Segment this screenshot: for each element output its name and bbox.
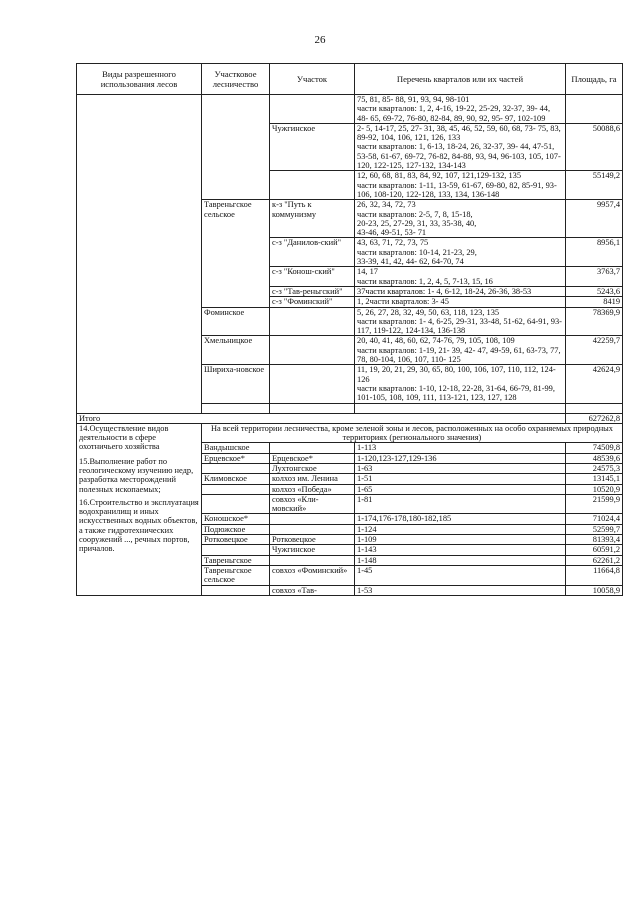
kvartaly-cell: 26, 32, 34, 72, 73 части кварталов: 2-5, 7, 8, 15-18, 20-23, 25, 27-29, 31, 33, 35-38, 40, 43-46, 49-51, 53- 71 <box>355 200 566 238</box>
header-area: Площадь, га <box>566 64 623 95</box>
uchastok-cell: Ротковецкое <box>270 535 355 545</box>
area-cell: 74509,8 <box>566 443 623 453</box>
uchastok-cell <box>270 403 355 413</box>
table-row <box>77 423 623 443</box>
kvartaly-cell: 1-113 <box>355 443 566 453</box>
area-cell: 81393,4 <box>566 535 623 545</box>
table-row <box>77 95 623 124</box>
area-cell: 60591,2 <box>566 545 623 555</box>
header-uchastok: Участок <box>270 64 355 95</box>
area-cell: 9957,4 <box>566 200 623 238</box>
area-cell: 8419 <box>566 297 623 307</box>
kvartaly-cell: 75, 81, 85- 88, 91, 93, 94, 98-101 части кварталов: 1, 2, 4-16, 19-22, 25-29, 32-37, 39- 44, 48- 65, 69-72, 76-80, 82-84, 89, 90, 92, 95- 97, 102-109 <box>355 95 566 124</box>
uchastok-cell <box>270 171 355 200</box>
kvartaly-cell: 1-143 <box>355 545 566 555</box>
lesnichestvo-cell: Хмельницкое <box>202 336 270 365</box>
uchastok-cell <box>270 95 355 124</box>
forest-use-table <box>76 63 623 596</box>
area-cell: 24575,3 <box>566 463 623 473</box>
uchastok-cell: совхоз «Кли-мовский» <box>270 494 355 514</box>
area-cell: 50088,6 <box>566 123 623 170</box>
kvartaly-cell: 1-148 <box>355 555 566 565</box>
kvartaly-cell: 1-81 <box>355 494 566 514</box>
kvartaly-cell: 43, 63, 71, 72, 73, 75 части кварталов: 10-14, 21-23, 29, 33-39, 41, 42, 44- 62, 64-70, 74 <box>355 238 566 267</box>
uchastok-cell: Чужгинское <box>270 123 355 170</box>
header-kvartaly: Перечень кварталов или их частей <box>355 64 566 95</box>
kvartaly-cell: 1-63 <box>355 463 566 473</box>
uchastok-cell: Ерцевское* <box>270 453 355 463</box>
vid-cell-continued <box>77 95 202 414</box>
area-cell: 48539,6 <box>566 453 623 463</box>
kvartaly-cell: 20, 40, 41, 48, 60, 62, 74-76, 79, 105, 108, 109 части кварталов: 1-19, 21- 39, 42- 47, 49-59, 61, 63-73, 77, 78, 80-104, 106, 107, 110- 125 <box>355 336 566 365</box>
total-area: 627262,8 <box>566 413 623 423</box>
total-row <box>77 413 623 423</box>
area-cell: 13145,1 <box>566 474 623 484</box>
kvartaly-cell: 12, 60, 68, 81, 83, 84, 92, 107, 121,129-132, 135 части кварталов: 1-11, 13-59, 61-67, 69-80, 82, 85-91, 93-106, 108-120, 122-128, 133, 134, 136-148 <box>355 171 566 200</box>
lesnichestvo-cell-continued <box>202 95 270 200</box>
uchastok-cell <box>270 524 355 534</box>
lesnichestvo-cell <box>202 585 270 595</box>
kvartaly-cell <box>355 403 566 413</box>
area-cell: 5243,6 <box>566 286 623 296</box>
area-cell: 78369,9 <box>566 307 623 336</box>
lesnichestvo-cell: Тавреньгское <box>202 555 270 565</box>
lesnichestvo-cell: Коношское* <box>202 514 270 524</box>
kvartaly-cell: 2- 5, 14-17, 25, 27- 31, 38, 45, 46, 52, 59, 60, 68, 73- 75, 83, 89-92, 104, 106, 121, 126, 133 части кварталов: 1, 6-13, 18-24, 26, 32-37, 39- 44, 47-51, 53-58, 61-67, 69-72, 76-82, 84-88, 93, 94, 96-103, 105, 107-120, 122-125, 127-132, 134-143 <box>355 123 566 170</box>
kvartaly-cell: 1, 2части кварталов: 3- 45 <box>355 297 566 307</box>
area-cell: 62261,2 <box>566 555 623 565</box>
vid-cell <box>77 423 202 595</box>
area-cell: 11664,8 <box>566 565 623 585</box>
lesnichestvo-cell: Фоминское <box>202 307 270 336</box>
area-cell: 42259,7 <box>566 336 623 365</box>
lesnichestvo-cell: Климовское <box>202 474 270 484</box>
uchastok-cell: колхоз им. Ленина <box>270 474 355 484</box>
lesnichestvo-cell: Подюжское <box>202 524 270 534</box>
area-cell: 52599,7 <box>566 524 623 534</box>
area-cell: 10058,9 <box>566 585 623 595</box>
span-text-cell: На всей территории лесничества, кроме зеленой зоны и лесов, расположенных на особо охраняемых природных территориях (регионального значения) <box>202 423 623 443</box>
total-label: Итого <box>77 413 566 423</box>
vid-14-text: 14.Осуществление видов деятельности в сфере охотничьего хозяйства <box>79 423 169 452</box>
kvartaly-cell: 37части кварталов: 1- 4, 6-12, 18-24, 26-36, 38-53 <box>355 286 566 296</box>
uchastok-cell <box>270 336 355 365</box>
uchastok-cell: колхоз «Победа» <box>270 484 355 494</box>
area-cell: 3763,7 <box>566 267 623 287</box>
area-cell: 21599,9 <box>566 494 623 514</box>
vid-16-text: 16.Строительство и эксплуатация водохранилищ и иных искусственных водных объектов, а также гидротехнических сооружений ..., речных портов, причалов. <box>79 497 199 554</box>
area-cell <box>566 95 623 124</box>
page-number: 26 <box>314 34 326 46</box>
lesnichestvo-cell <box>202 403 270 413</box>
kvartaly-cell: 1-109 <box>355 535 566 545</box>
area-cell: 55149,2 <box>566 171 623 200</box>
area-cell: 71024,4 <box>566 514 623 524</box>
uchastok-cell: Лухтонгское <box>270 463 355 473</box>
area-cell <box>566 403 623 413</box>
uchastok-cell <box>270 514 355 524</box>
kvartaly-cell: 5, 26, 27, 28, 32, 49, 50, 63, 118, 123, 135 части кварталов: 1- 4, 6-25, 29-31, 33-48, 51-62, 64-91, 93-117, 119-122, 124-134, 136-138 <box>355 307 566 336</box>
area-cell: 8956,1 <box>566 238 623 267</box>
kvartaly-cell: 1-120,123-127,129-136 <box>355 453 566 463</box>
uchastok-cell: совхоз «Фоминский» <box>270 565 355 585</box>
vid-15-text: 15.Выполнение работ по геологическому изучению недр, разработка месторождений полезных ископаемых; <box>79 456 194 494</box>
uchastok-cell <box>270 365 355 403</box>
table-header-row <box>77 64 623 95</box>
kvartaly-cell: 11, 19, 20, 21, 29, 30, 65, 80, 100, 106, 107, 110, 112, 124-126 части кварталов: 1-10, 12-18, 22-28, 31-64, 66-79, 81-99, 101-105, 108, 109, 111, 113-121, 123, 127, 128 <box>355 365 566 403</box>
uchastok-cell <box>270 307 355 336</box>
uchastok-cell <box>270 443 355 453</box>
kvartaly-cell: 1-174,176-178,180-182,185 <box>355 514 566 524</box>
uchastok-cell: Чужгинское <box>270 545 355 555</box>
uchastok-cell <box>270 555 355 565</box>
lesnichestvo-cell <box>202 545 270 555</box>
lesnichestvo-cell: Вандышское <box>202 443 270 453</box>
lesnichestvo-cell: Тавреньгское сельское <box>202 565 270 585</box>
lesnichestvo-cell: Тавреньгское сельское <box>202 200 270 307</box>
lesnichestvo-cell <box>202 484 270 494</box>
uchastok-cell: с-з "Данилов-ский" <box>270 238 355 267</box>
kvartaly-cell: 1-53 <box>355 585 566 595</box>
uchastok-cell: с-з "Фоминский" <box>270 297 355 307</box>
uchastok-cell: с-з "Конош-ский" <box>270 267 355 287</box>
kvartaly-cell: 1-65 <box>355 484 566 494</box>
lesnichestvo-cell: Ротковецкое <box>202 535 270 545</box>
lesnichestvo-cell: Шириха-новское <box>202 365 270 403</box>
kvartaly-cell: 1-45 <box>355 565 566 585</box>
kvartaly-cell: 1-51 <box>355 474 566 484</box>
kvartaly-cell: 14, 17 части кварталов: 1, 2, 4, 5, 7-13, 15, 16 <box>355 267 566 287</box>
uchastok-cell: к-з "Путь к коммунизму <box>270 200 355 238</box>
header-vid: Виды разрешенного использования лесов <box>77 64 202 95</box>
lesnichestvo-cell: Ерцевское* <box>202 453 270 463</box>
lesnichestvo-cell <box>202 463 270 473</box>
kvartaly-cell: 1-124 <box>355 524 566 534</box>
lesnichestvo-cell <box>202 494 270 514</box>
header-lesnichestvo: Участковое лесничество <box>202 64 270 95</box>
area-cell: 42624,9 <box>566 365 623 403</box>
area-cell: 10520,9 <box>566 484 623 494</box>
uchastok-cell: с-з "Тав-реньгский" <box>270 286 355 296</box>
uchastok-cell: совхоз «Тав- <box>270 585 355 595</box>
